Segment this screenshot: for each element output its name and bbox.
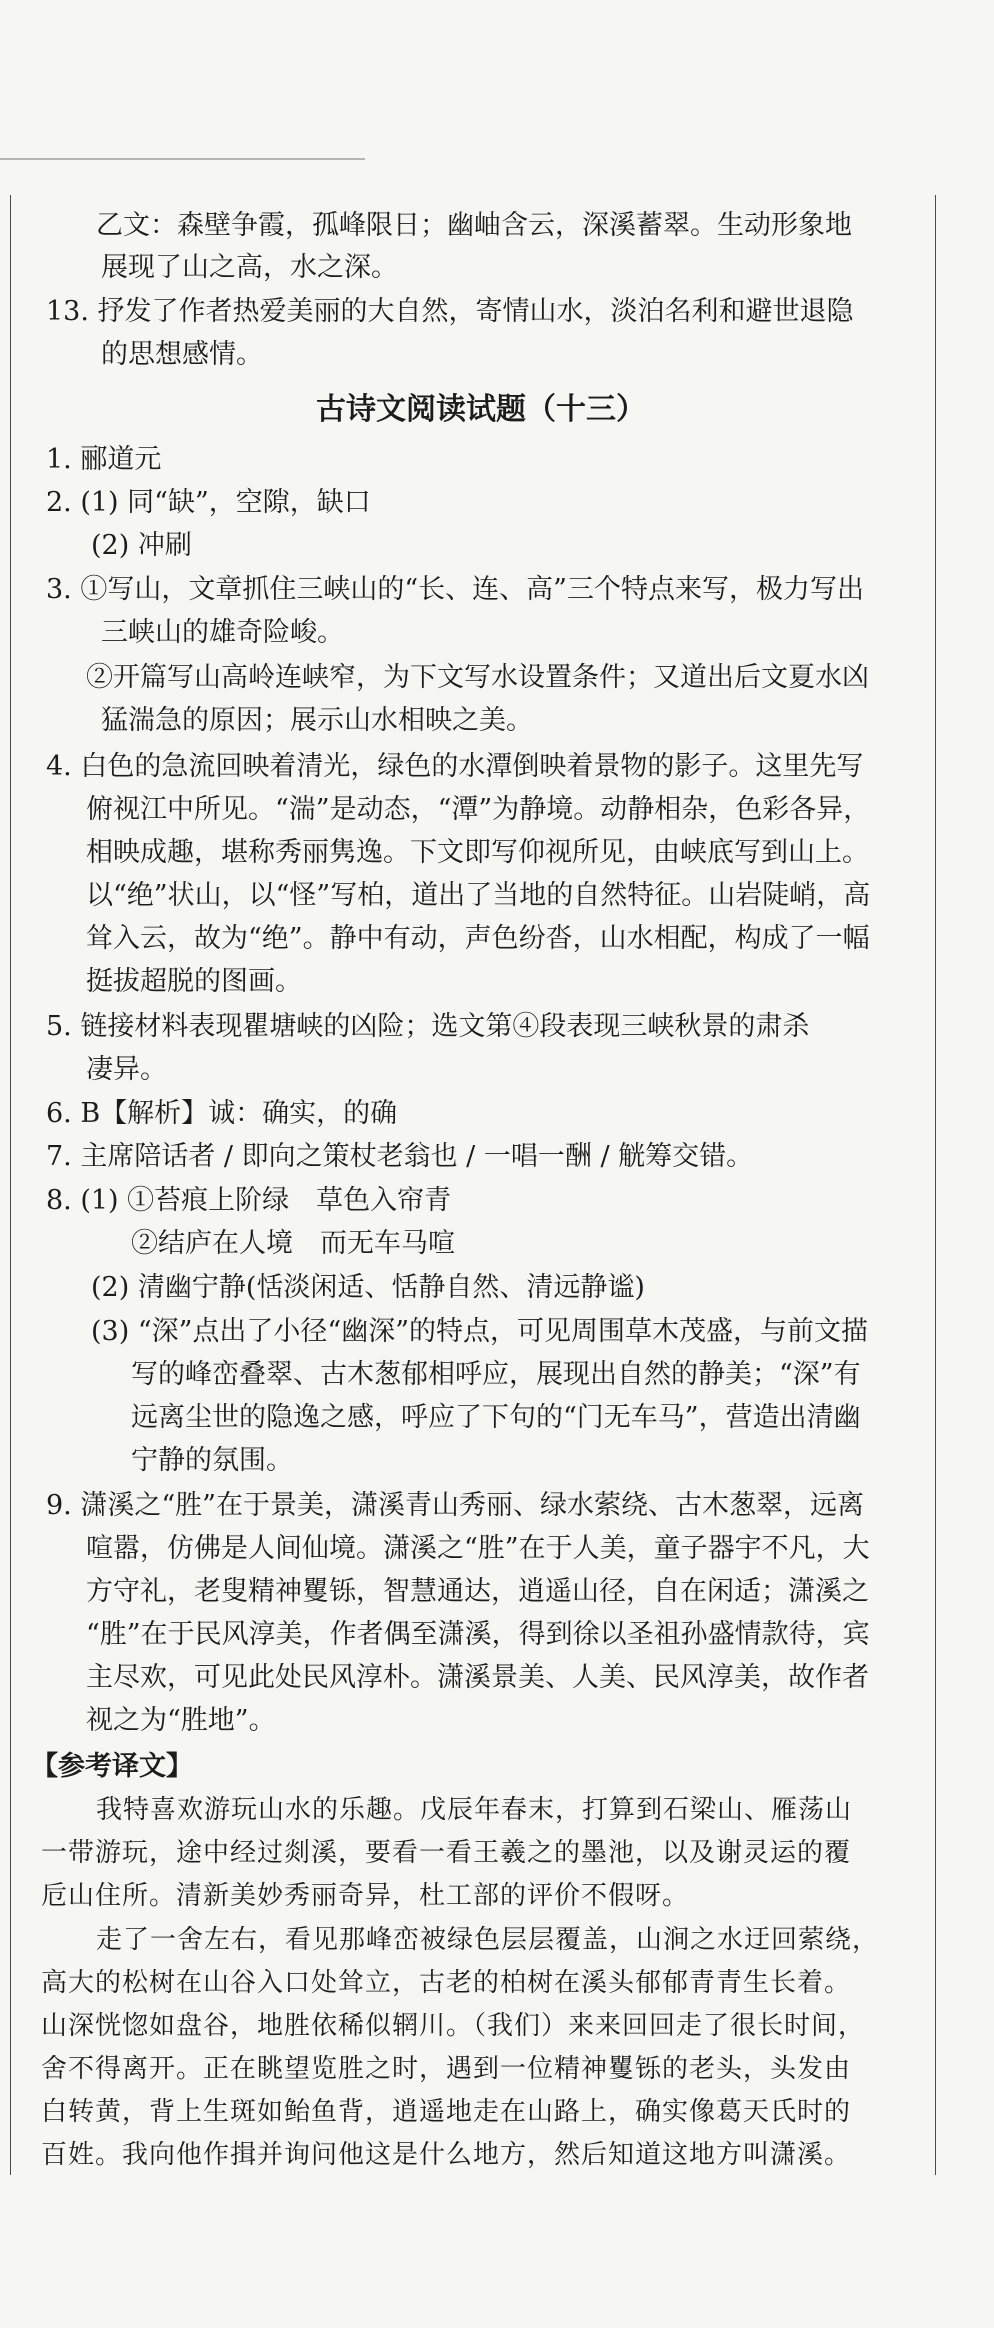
text-line: 凄异。 [86, 1054, 167, 1085]
text-line: 写的峰峦叠翠、古木葱郁相呼应，展现出自然的静美；“深”有 [131, 1359, 861, 1390]
text-line: 乙文：森壁争霞，孤峰限日；幽岫含云，深溪蓄翠。生动形象地 [96, 210, 852, 241]
text-line: “胜”在于民风淳美，作者偶至潇溪，得到徐以圣祖孙盛情款待，宾 [86, 1619, 870, 1650]
text-line: 俯视江中所见。“湍”是动态，“潭”为静境。动静相杂，色彩各异， [86, 794, 871, 825]
text-line: (2) 冲刷 [91, 530, 192, 561]
translation-heading: 【参考译文】 [31, 1751, 193, 1782]
text-line: (3) “深”点出了小径“幽深”的特点，可见周围草木茂盛，与前文描 [91, 1316, 869, 1347]
top-rule [0, 158, 365, 160]
answer-13: 13. 抒发了作者热爱美丽的大自然，寄情山水，淡泊名利和避世退隐 [46, 296, 854, 327]
text-line: 主尽欢，可见此处民风淳朴。潇溪景美、人美、民风淳美，故作者 [86, 1662, 869, 1693]
text-line: (2) 清幽宁静(恬淡闲适、恬静自然、清远静谧) [91, 1272, 645, 1303]
text-line: 方守礼，老叟精神矍铄，智慧通达，逍遥山径，自在闲适；潇溪之 [86, 1576, 869, 1607]
answer-2: 2. (1) 同“缺”，空隙，缺口 [46, 487, 371, 518]
text-line: 远离尘世的隐逸之感，呼应了下句的“门无车马”，营造出清幽 [131, 1402, 861, 1433]
text-line: 宁静的氛围。 [131, 1445, 293, 1476]
translation-line: 我特喜欢游玩山水的乐趣。戊辰年春末，打算到石梁山、雁荡山 [96, 1795, 853, 1825]
text-line: ②开篇写山高岭连峡窄，为下文写水设置条件；又道出后文夏水凶 [86, 662, 869, 693]
answer-3: 3. ①写山，文章抓住三峡山的“长、连、高”三个特点来写，极力写出 [46, 574, 864, 605]
text-line: 挺拔超脱的图画。 [86, 966, 302, 997]
text-line: 三峡山的雄奇险峻。 [101, 617, 344, 648]
translation-line: 高大的松树在山谷入口处耸立，古老的柏树在溪头郁郁青青生长着。 [41, 1968, 852, 1998]
translation-line: 走了一舍左右，看见那峰峦被绿色层层覆盖，山涧之水迂回萦绕， [96, 1925, 880, 1955]
text-line: 喧嚣，仿佛是人间仙境。潇溪之“胜”在于人美，童子器宇不凡，大 [86, 1533, 870, 1564]
answer-1: 1. 郦道元 [46, 444, 162, 475]
text-line: 相映成趣，堪称秀丽隽逸。下文即写仰视所见，由峡底写到山上。 [86, 837, 869, 868]
document-page [10, 195, 936, 2175]
text-line: 的思想感情。 [101, 339, 263, 370]
translation-line: 一带游玩，途中经过剡溪，要看一看王羲之的墨池，以及谢灵运的覆 [41, 1838, 852, 1868]
answer-5: 5. 链接材料表现瞿塘峡的凶险；选文第④段表现三峡秋景的肃杀 [46, 1011, 810, 1042]
text-line: 耸入云，故为“绝”。静中有动，声色纷沓，山水相配，构成了一幅 [86, 923, 870, 954]
translation-line: 白转黄，背上生斑如鲐鱼背，逍遥地走在山路上，确实像葛天氏时的 [41, 2097, 852, 2127]
answer-9: 9. 潇溪之“胜”在于景美，潇溪青山秀丽、绿水萦绕、古木葱翠，远离 [46, 1490, 864, 1521]
text-line: 展现了山之高，水之深。 [101, 252, 398, 283]
section-title: 古诗文阅读试题（十三） [316, 392, 646, 427]
answer-4: 4. 白色的急流回映着清光，绿色的水潭倒映着景物的影子。这里先写 [46, 751, 864, 782]
answer-6: 6. B【解析】诚：确实，的确 [46, 1098, 398, 1129]
text-line: ②结庐在人境 而无车马喧 [131, 1228, 455, 1259]
text-line: 以“绝”状山，以“怪”写柏，道出了当地的自然特征。山岩陡峭，高 [86, 880, 871, 911]
translation-line: 舍不得离开。正在眺望览胜之时，遇到一位精神矍铄的老头，头发由 [41, 2054, 852, 2084]
answer-8: 8. (1) ①苔痕上阶绿 草色入帘青 [46, 1185, 452, 1216]
translation-line: 百姓。我向他作揖并询问他这是什么地方，然后知道这地方叫潇溪。 [41, 2140, 852, 2170]
text-line: 猛湍急的原因；展示山水相映之美。 [101, 705, 533, 736]
translation-line: 卮山住所。清新美妙秀丽奇异，杜工部的评价不假呀。 [41, 1881, 690, 1911]
answer-7: 7. 主席陪话者 / 即向之策杖老翁也 / 一唱一酬 / 觥筹交错。 [46, 1141, 754, 1172]
translation-line: 山深恍惚如盘谷，地胜依稀似辋川。（我们）来来回回走了很长时间， [41, 2011, 866, 2041]
text-line: 视之为“胜地”。 [86, 1705, 276, 1736]
